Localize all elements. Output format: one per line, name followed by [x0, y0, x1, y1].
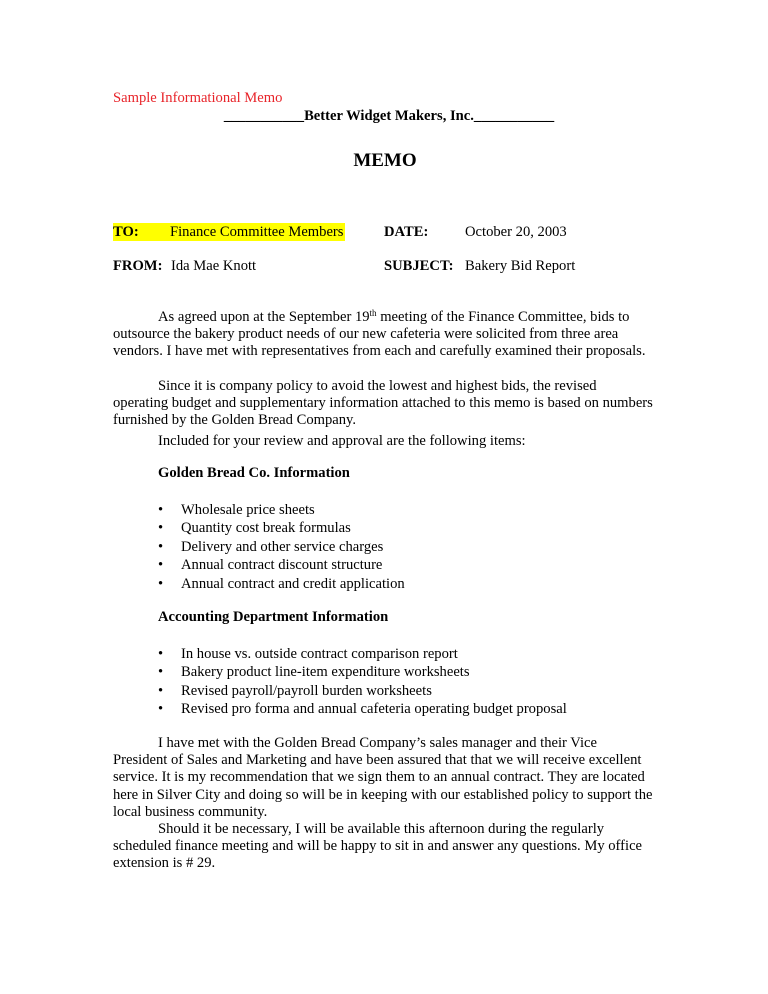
- list-item-text: Wholesale price sheets: [181, 502, 315, 518]
- paragraph-availability: [113, 821, 653, 873]
- bullet-icon: •: [158, 557, 164, 574]
- list-item-text: Quantity cost break formulas: [181, 520, 351, 537]
- list-item: [158, 700, 567, 718]
- bullet-icon: •: [158, 646, 164, 662]
- policy-text: Since it is company policy to avoid the lowest and highest bids, the revised operating budget and supplementary information attached to this memo is based on numbers furnished by the Golden Bread Company.: [113, 378, 653, 429]
- list-item-text: Annual contract discount structure: [181, 557, 383, 574]
- accounting-section-heading: Accounting Department Information: [158, 609, 389, 625]
- list-item: [158, 663, 567, 681]
- to-label: TO:: [113, 224, 139, 240]
- from-label: FROM:: [113, 258, 163, 274]
- paragraph-intro: [113, 309, 653, 361]
- list-item-text: Revised pro forma and annual cafeteria operating budget proposal: [181, 701, 567, 718]
- list-item: [158, 556, 405, 574]
- golden-section-heading: Golden Bread Co. Information: [158, 465, 350, 481]
- company-name: ___________Better Widget Makers, Inc.___________: [223, 108, 555, 124]
- list-item: [158, 519, 405, 537]
- list-item-text: Annual contract and credit application: [181, 575, 405, 592]
- subject-label: SUBJECT:: [384, 258, 454, 274]
- bullet-icon: •: [158, 701, 164, 718]
- sample-label: Sample Informational Memo: [113, 90, 283, 106]
- list-item-text: Revised payroll/payroll burden worksheets: [181, 682, 432, 699]
- bullet-icon: •: [158, 538, 164, 555]
- date-value: October 20, 2003: [465, 224, 567, 240]
- list-item: [158, 575, 405, 593]
- ordinal-suffix: th: [369, 308, 377, 318]
- list-item: [158, 501, 405, 519]
- recommendation-text: I have met with the Golden Bread Company’s sales manager and their Vice President of Sales and Marketing and have been assured that that we will receive excellent service. It is my recommendation that we sign them to an annual contract. They are located here in Silver City and doing so will be in keeping with our established policy to support the local business community.: [113, 735, 653, 820]
- list-item: [158, 682, 567, 700]
- to-value: Finance Committee Members: [170, 224, 344, 240]
- from-value: Ida Mae Knott: [171, 258, 257, 274]
- paragraph-policy: [113, 378, 653, 430]
- list-item: [158, 645, 567, 663]
- subject-value: Bakery Bid Report: [465, 258, 576, 274]
- list-item-text: In house vs. outside contract comparison report: [181, 646, 458, 662]
- bullet-icon: •: [158, 664, 164, 681]
- list-item: [158, 538, 405, 556]
- to-field: [113, 223, 345, 241]
- included-text: Included for your review and approval are the following items:: [158, 433, 526, 449]
- paragraph-included: [113, 433, 653, 450]
- memo-title: MEMO: [353, 150, 417, 171]
- paragraph-recommendation: [113, 735, 653, 821]
- bullet-icon: •: [158, 502, 164, 518]
- bullet-icon: •: [158, 520, 164, 537]
- date-label: DATE:: [384, 224, 429, 240]
- bullet-icon: •: [158, 575, 164, 592]
- accounting-items-list: [158, 645, 567, 719]
- list-item-text: Bakery product line-item expenditure worksheets: [181, 664, 470, 681]
- availability-text: Should it be necessary, I will be available this afternoon during the regularly scheduled finance meeting and will be happy to sit in and answer any questions. My office extension is # 29.: [113, 821, 643, 872]
- intro-text-start: As agreed upon at the September 19: [158, 309, 370, 325]
- golden-items-list: [158, 501, 405, 593]
- intro-text-end: meeting of the Finance Committee, bids to outsource the bakery product needs of our new cafeteria were solicited from three area vendors. I have met with representatives from each and carefully examined their proposals.: [113, 309, 646, 360]
- bullet-icon: •: [158, 682, 164, 699]
- list-item-text: Delivery and other service charges: [181, 538, 384, 555]
